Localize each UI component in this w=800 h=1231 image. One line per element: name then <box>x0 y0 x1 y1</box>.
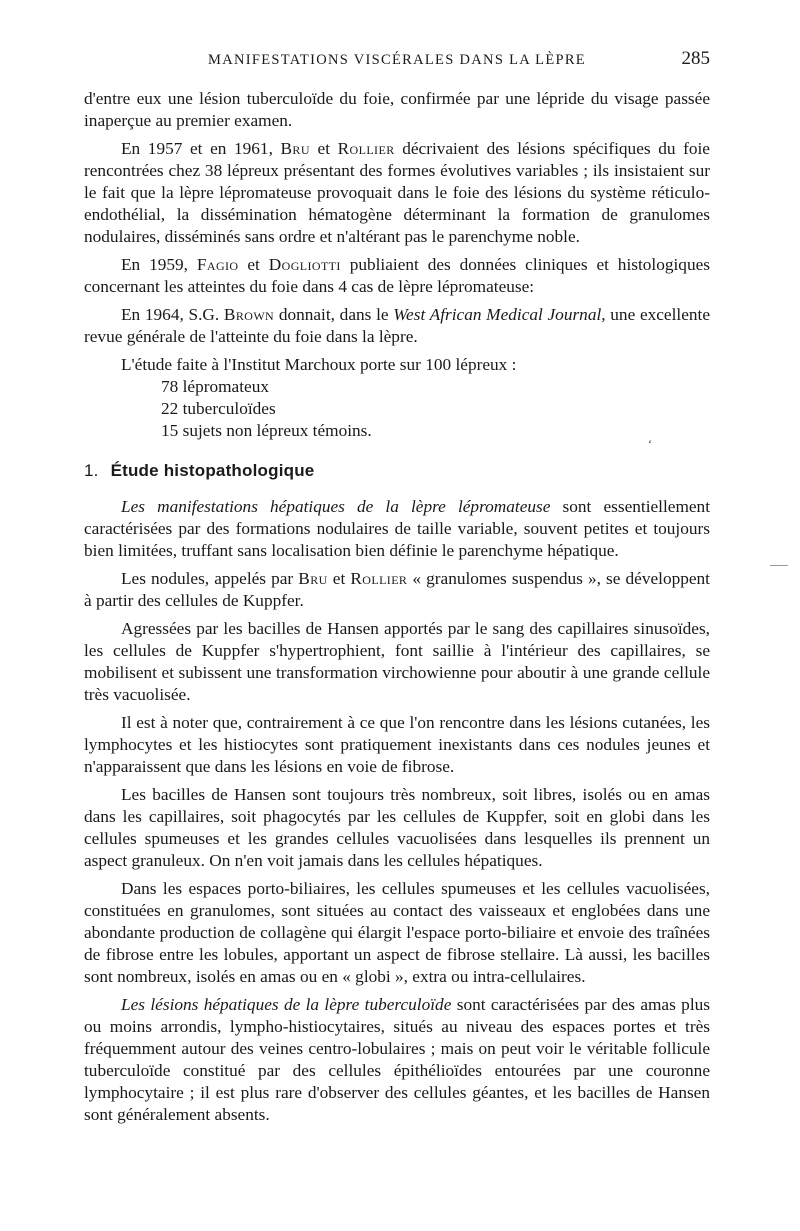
author-name: Fagio <box>196 255 239 274</box>
author-name: Rollier <box>350 569 408 588</box>
list-item: 15 sujets non lépreux témoins. <box>161 421 372 440</box>
paragraph-text: d'entre eux une lésion tuberculoïde du foie, confirmée par une lépride du visage passée inaperçue au premier examen. <box>84 89 710 130</box>
paragraph-text: sont caractérisées par des amas plus ou moins arrondis, lympho-histiocytaires, situés au niveau des espaces portes et très fréquemment autour des veines centro-lobulaires ; mais on peut voir le véritable follicule tuberculoïde constitué par des cellules épithélioïdes entourées par une couronne lymphocytaire ; il est plus rare d'observer des cellules géantes, et les bacilles de Hansen sont généralement absents. <box>84 995 710 1124</box>
ink-mark: ‘ <box>648 437 652 451</box>
page-number: 285 <box>681 48 710 69</box>
section-title: Étude histopathologique <box>110 461 315 480</box>
section-heading <box>84 460 710 482</box>
journal-title: West African Medical Journal, <box>393 305 606 324</box>
author-name: Rollier <box>337 139 395 158</box>
section-number: 1. <box>84 461 99 480</box>
paragraph <box>84 354 710 376</box>
paragraph <box>84 878 710 988</box>
paragraph-text: et <box>238 255 269 274</box>
paragraph <box>84 712 710 778</box>
paragraph-text: Les nodules, appelés par <box>121 569 299 588</box>
paragraph <box>84 496 710 562</box>
paragraph <box>84 994 710 1126</box>
paragraph <box>84 618 710 706</box>
study-list <box>161 376 710 442</box>
page-body <box>84 88 710 1132</box>
paragraph-text: En 1957 et en 1961, <box>121 139 281 158</box>
paragraph-text: Dans les espaces porto-biliaires, les cellules spumeuses et les cellules vacuolisées, constituées en granulomes, sont situées au contact des vaisseaux et englobées dans une abondante production de collagène qui élargit l'espace porto-biliaire et envoie des traînées de fibrose entre les lobules, apportant un aspect de fibrose stellaire. Là aussi, les bacilles sont nombreux, isolés en amas ou en « globi », extra ou intra-cellulaires. <box>84 879 710 986</box>
list-item: 22 tuberculoïdes <box>161 399 276 418</box>
paragraph <box>84 88 710 132</box>
paragraph <box>84 568 710 612</box>
paragraph-text: Agressées par les bacilles de Hansen apportés par le sang des capillaires sinusoïdes, les cellules de Kuppfer s'hypertrophient, font saillie à l'intérieur des capillaires, se mobilisent et subissent une transformation virchowienne pour aboutir à une grande cellule très vacuolisée. <box>84 619 710 704</box>
paragraph-text: et <box>309 139 338 158</box>
paragraph-text: Il est à noter que, contrairement à ce que l'on rencontre dans les lésions cutanées, les lymphocytes et les histiocytes sont pratiquement inexistants dans ces nodules jeunes et n'apparaissent que dans les lésions en voie de fibrose. <box>84 713 710 776</box>
paragraph-text: publiaient des données cliniques et histologiques concernant les atteintes du foie dans 4 cas de lèpre lépromateuse: <box>84 255 710 296</box>
italic-lead: Les manifestations hépatiques de la lèpre lépromateuse <box>121 497 551 516</box>
italic-lead: Les lésions hépatiques de la lèpre tuberculoïde <box>121 995 452 1014</box>
author-name: Brown <box>223 305 275 324</box>
paragraph-text: décrivaient des lésions spécifiques du foie rencontrées chez 38 lépreux présentant des formes évolutives variables ; ils insistaient sur le fait que la lèpre lépromateuse provoquait dans le foie des lésions du système réticulo-endothélial, la dissémination hématogène déterminant la formation de granulomes nodulaires, disséminés sans ordre et n'altérant pas le parenchyme noble. <box>84 139 710 246</box>
list-item: 78 lépromateux <box>161 377 269 396</box>
paragraph-text: une excellente revue générale de l'atteinte du foie dans la lèpre. <box>84 305 710 346</box>
paragraph-text: donnait, dans le <box>274 305 394 324</box>
author-name: Bru <box>298 569 328 588</box>
paragraph-text: « granulomes suspendus », se développent à partir des cellules de Kuppfer. <box>84 569 710 610</box>
paragraph-text: En 1964, S.G. <box>121 305 224 324</box>
paragraph-text: sont essentiellement caractérisées par des formations nodulaires de taille variable, souvent petites et toujours bien limitées, truffant sans localisation bien définie le parenchyme hépatique. <box>84 497 710 560</box>
paragraph-text: L'étude faite à l'Institut Marchoux porte sur 100 lépreux : <box>121 355 517 374</box>
paragraph <box>84 304 710 348</box>
paragraph <box>84 254 710 298</box>
paragraph-text: Les bacilles de Hansen sont toujours très nombreux, soit libres, isolés ou en amas dans les capillaires, soit phagocytés par les cellules de Kuppfer, soit en globi dans les cellules spumeuses et les grandes cellules vacuolisées dans lesquelles ils prennent un aspect granuleux. On n'en voit jamais dans les cellules hépatiques. <box>84 785 710 870</box>
running-title: MANIFESTATIONS VISCÉRALES DANS LA LÈPRE <box>208 52 586 68</box>
author-name: Dogliotti <box>268 255 341 274</box>
margin-mark <box>770 565 788 566</box>
paragraph <box>84 784 710 872</box>
page-header <box>84 48 710 74</box>
paragraph-text: et <box>327 569 351 588</box>
paragraph-text: En 1959, <box>121 255 197 274</box>
author-name: Bru <box>280 139 310 158</box>
paragraph <box>84 138 710 248</box>
